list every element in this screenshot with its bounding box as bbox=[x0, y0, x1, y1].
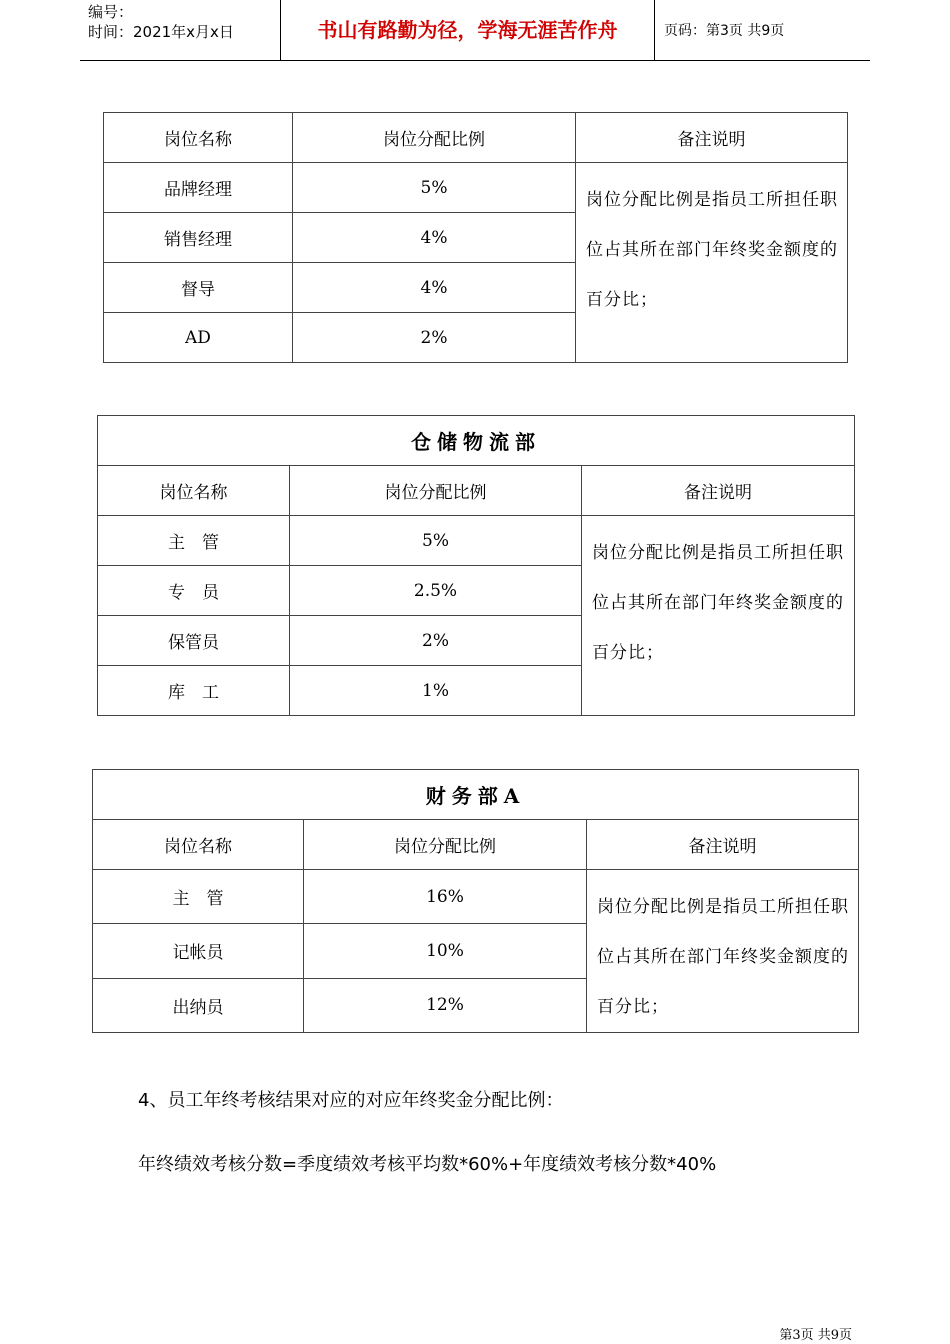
position-ratio: 2% bbox=[290, 616, 582, 666]
section-heading: 4、员工年终考核结果对应的对应年终奖金分配比例： bbox=[138, 1090, 564, 1111]
position-name: 保管员 bbox=[98, 616, 290, 666]
position-ratio: 12% bbox=[304, 978, 587, 1032]
table-row bbox=[93, 870, 859, 924]
remark-note: 岗位分配比例是指员工所担任职位占其所在部门年终奖金额度的百分比； bbox=[587, 870, 859, 1033]
column-header: 岗位名称 bbox=[104, 113, 293, 163]
position-name: 品牌经理 bbox=[104, 163, 293, 213]
header-time-label: 时间：2021年x月x日 bbox=[88, 23, 234, 41]
position-name: 主 管 bbox=[98, 516, 290, 566]
table-header-row bbox=[98, 466, 855, 516]
column-header: 备注说明 bbox=[582, 466, 855, 516]
position-name: 出纳员 bbox=[93, 978, 304, 1032]
page-header bbox=[80, 0, 870, 61]
table-title-row bbox=[93, 770, 859, 820]
table-title-row bbox=[98, 416, 855, 466]
position-ratio-table-marketing bbox=[103, 112, 848, 363]
position-name: 专 员 bbox=[98, 566, 290, 616]
department-title: 财务部A bbox=[93, 770, 859, 820]
position-ratio: 5% bbox=[290, 516, 582, 566]
table-row bbox=[98, 516, 855, 566]
table-header-row bbox=[93, 820, 859, 870]
position-ratio: 5% bbox=[293, 163, 576, 213]
footer-page-info: 第3页 共9页 bbox=[779, 1328, 852, 1343]
position-ratio-table-logistics bbox=[97, 415, 855, 716]
position-ratio: 1% bbox=[290, 666, 582, 716]
position-name: 销售经理 bbox=[104, 213, 293, 263]
header-motto: 书山有路勤为径，学海无涯苦作舟 bbox=[317, 18, 618, 42]
position-name: 记帐员 bbox=[93, 924, 304, 978]
department-title: 仓储物流部 bbox=[98, 416, 855, 466]
formula-text: 年终绩效考核分数=季度绩效考核平均数*60%+年度绩效考核分数*40% bbox=[138, 1154, 717, 1175]
position-name: 库 工 bbox=[98, 666, 290, 716]
column-header: 岗位名称 bbox=[98, 466, 290, 516]
column-header: 岗位分配比例 bbox=[304, 820, 587, 870]
column-header: 备注说明 bbox=[587, 820, 859, 870]
position-ratio: 10% bbox=[304, 924, 587, 978]
position-ratio: 16% bbox=[304, 870, 587, 924]
header-number-label: 编号： bbox=[88, 3, 134, 21]
position-name: AD bbox=[104, 313, 293, 363]
position-ratio: 2% bbox=[293, 313, 576, 363]
column-header: 岗位名称 bbox=[93, 820, 304, 870]
column-header: 岗位分配比例 bbox=[290, 466, 582, 516]
header-divider bbox=[654, 0, 655, 60]
remark-note: 岗位分配比例是指员工所担任职位占其所在部门年终奖金额度的百分比； bbox=[576, 163, 848, 363]
position-ratio: 2.5% bbox=[290, 566, 582, 616]
position-ratio: 4% bbox=[293, 213, 576, 263]
table-header-row bbox=[104, 113, 848, 163]
header-meta bbox=[88, 2, 278, 42]
position-name: 督导 bbox=[104, 263, 293, 313]
remark-note: 岗位分配比例是指员工所担任职位占其所在部门年终奖金额度的百分比； bbox=[582, 516, 855, 716]
header-page-info: 页码：第3页 共9页 bbox=[664, 23, 785, 39]
column-header: 备注说明 bbox=[576, 113, 848, 163]
position-ratio: 4% bbox=[293, 263, 576, 313]
position-ratio-table-finance bbox=[92, 769, 859, 1033]
table-row bbox=[104, 163, 848, 213]
column-header: 岗位分配比例 bbox=[293, 113, 576, 163]
position-name: 主 管 bbox=[93, 870, 304, 924]
